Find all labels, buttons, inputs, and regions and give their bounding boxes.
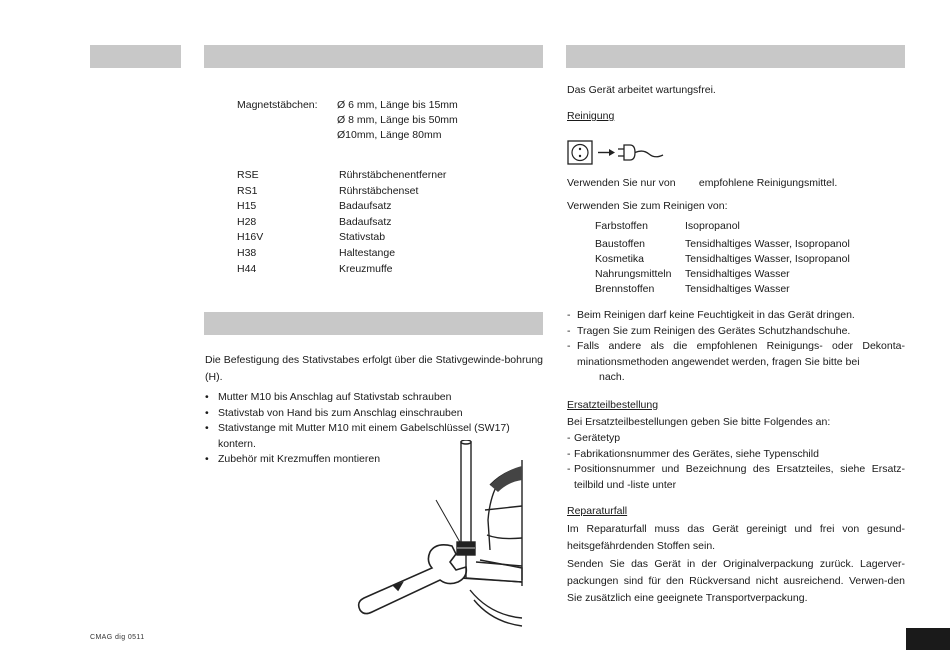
mounting-illustration [340,440,530,640]
clean-agent: Tensidhaltiges Wasser [685,268,790,280]
left-section-header-bar [204,45,543,68]
mount-section-header-bar [204,312,543,335]
accessory-code: RS1 [237,184,258,197]
accessory-code: RSE [237,169,259,181]
leader-line [436,500,461,544]
clean-agent: Tensidhaltiges Wasser, Isopropanol [685,253,850,265]
clean-rule-tail: nach. [599,371,625,383]
nut-m10 [457,542,475,555]
accessory-row [237,199,537,215]
clean-item: Baustoffen [595,238,646,250]
clean-rule: - Tragen Sie zum Reinigen des Gerätes Schutzhandschuhe. [567,324,905,340]
mount-step: • Stativstange mit Mutter M10 mit einem Gabelschlüssel (SW17) kontern. [205,421,545,452]
accessory-row [237,215,537,231]
clean-item: Nahrungsmitteln [595,268,672,280]
clean-item: Kosmetika [595,253,645,265]
left-margin-header-bar [90,45,181,68]
magnet-value-3: Ø10mm, Länge 80mm [337,129,442,141]
magnet-value-2: Ø 8 mm, Länge bis 50mm [337,114,458,126]
spare-parts-intro: Bei Ersatzteilbestellungen geben Sie bitte Folgendes an: [567,416,831,428]
clean-row [595,236,905,252]
clean-rules [567,308,905,370]
accessory-name: Badaufsatz [339,200,392,213]
mount-step: • Zubehör mit Krezmuffen montieren [205,452,545,468]
cleaning-note: Verwenden Sie nur von empfohlene Reinigungsmittel. [567,177,838,189]
magnet-label: Magnetstäbchen: [237,99,318,111]
magnet-values [337,98,458,143]
mount-step: • Mutter M10 bis Anschlag auf Stativstab schrauben [205,390,545,406]
clean-row [595,218,905,234]
accessory-name: Kreuzmuffe [339,262,393,275]
accessory-row [237,246,537,262]
clean-row [595,252,905,267]
clean-rule: - Beim Reinigen darf keine Feuchtigkeit in das Gerät dringen. [567,308,905,324]
repair-heading: Reparaturfall [567,505,628,517]
accessory-name: Haltestange [339,246,396,259]
socket-icon [568,141,592,164]
accessory-code: H15 [237,200,257,213]
spare-item: - Fabrikationsnummer des Gerätes, siehe Typenschild [567,447,905,463]
accessory-row [237,230,537,246]
spare-parts-heading: Ersatzteilbestellung [567,399,659,411]
spare-item: - Positionsnummer und Bezeichnung des Ersatzteiles, siehe Ersatz-teilbild und -liste unter [567,462,905,493]
accessory-row [237,262,537,278]
accessory-list [237,168,537,277]
clean-agent: Isopropanol [685,220,740,232]
accessory-code: H16V [237,231,264,244]
wrench-icon [359,545,467,614]
accessory-code: H38 [237,246,257,259]
accessory-name: Rührstäbchenentferner [339,169,447,181]
accessory-code: H44 [237,262,257,275]
accessory-name: Stativstab [339,231,386,244]
spare-item: - Gerätetyp [567,431,905,447]
footer-code: CMAG dig 0511 [90,634,145,641]
rod-bracket [466,555,522,582]
page-tab [906,628,950,650]
accessory-name: Badaufsatz [339,215,392,228]
clean-item: Brennstoffen [595,283,655,295]
repair-paragraph-1: Im Reparaturfall muss das Gerät gereinigt und frei von gesund-heitsgefährdenden Stoffen sein. [567,523,905,552]
clean-table [595,218,905,297]
stand-rod [461,440,471,548]
accessory-row [237,168,537,184]
clean-rule: - Falls andere als die empfohlenen Reinigungs- oder Dekonta-minationsmethoden angewendet werden, fragen Sie bitte bei [567,339,905,370]
body-shading [490,466,522,492]
accessory-code: H28 [237,215,257,228]
clean-agent: Tensidhaltiges Wasser [685,283,790,295]
clean-row [595,282,905,297]
clean-for-intro: Verwenden Sie zum Reinigen von: [567,200,728,212]
clean-row [595,267,905,282]
unplug-pictogram [567,139,667,167]
magnet-value-1: Ø 6 mm, Länge bis 15mm [337,99,458,111]
mount-intro: Die Befestigung des Stativstabes erfolgt über die Stativgewinde-bohrung (H). [205,354,543,383]
unplug-arrow-icon [598,149,615,156]
maintenance-free-text: Das Gerät arbeitet wartungsfrei. [567,84,716,96]
mount-step: • Stativstab von Hand bis zum Anschlag einschrauben [205,406,545,422]
cleaning-heading: Reinigung [567,110,615,122]
spare-parts-list [567,431,905,493]
accessory-name: Rührstäbchenset [339,184,419,197]
right-section-header-bar [566,45,905,68]
plug-icon [618,145,663,160]
repair-paragraph-2: Senden Sie das Gerät in der Originalverpackung zurück. Lagerver-packungen sind für den Rückversand nicht ausreichend. Verwen-den Sie zusätzlich eine geeignete Transportverpackung. [567,558,905,604]
clean-agent: Tensidhaltiges Wasser, Isopropanol [685,238,850,250]
clean-item: Farbstoffen [595,220,648,232]
accessory-row [237,184,537,200]
